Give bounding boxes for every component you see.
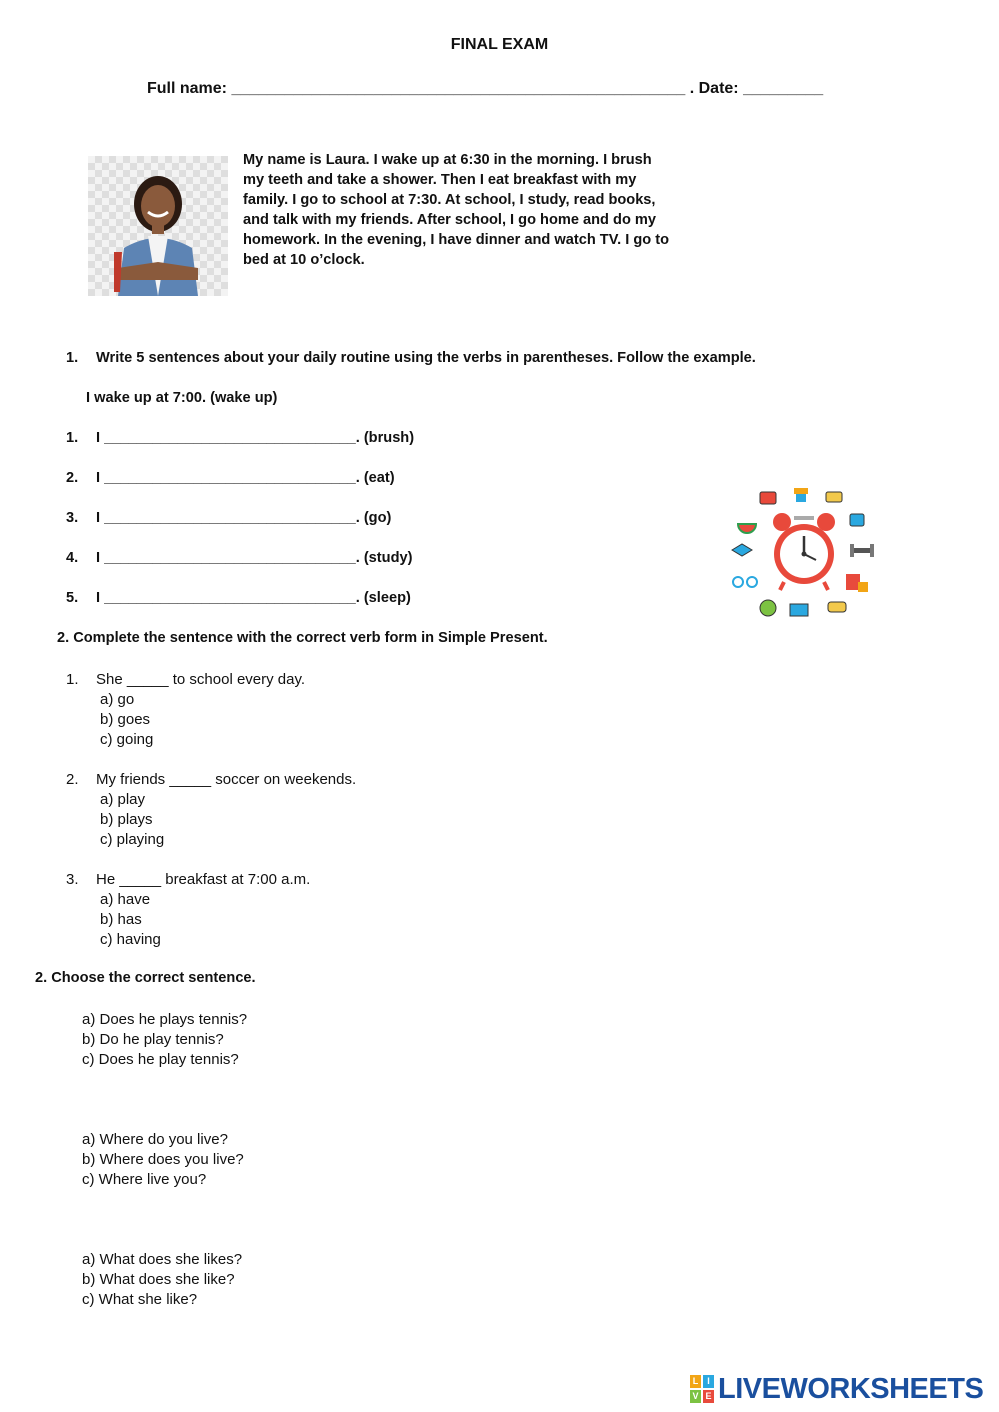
option-a[interactable]: a) go [100,691,135,708]
routine-blank-eat[interactable]: I _______________________________. (eat) [96,470,395,486]
option-a[interactable]: a) play [100,791,146,808]
routine-blank-study[interactable]: I _______________________________. (study) [96,550,413,566]
alarm-clock-icon [728,478,878,628]
routine-item[interactable] [66,510,391,526]
routine-item[interactable] [66,430,414,446]
choice-option[interactable]: c) Where live you? [82,1171,207,1188]
question-text: She _____ to school every day. [96,671,306,688]
choice-group [82,1010,247,1070]
reading-line: my teeth and take a shower. Then I eat breakfast with my [243,172,637,188]
reading-passage [243,150,693,270]
question-number: 3. [66,871,79,888]
routine-blank-sleep[interactable]: I _______________________________. (sleep) [96,590,411,606]
option-c[interactable]: c) going [100,731,154,748]
logo-block: L [690,1375,701,1388]
choice-option[interactable]: a) Does he plays tennis? [82,1011,248,1028]
section2-title: 2. Complete the sentence with the correct verb form in Simple Present. [57,630,548,646]
option-b[interactable]: b) plays [100,811,153,828]
choice-group [82,1130,244,1190]
mc-question [66,870,310,950]
student-photo [88,156,228,296]
choice-option[interactable]: c) What she like? [82,1291,198,1308]
logo-blocks-icon [690,1375,714,1403]
student-illustration [88,156,228,296]
option-b[interactable]: b) has [100,911,142,928]
section1-instruction [66,350,756,366]
section1-instruction-text: Write 5 sentences about your daily routine using the verbs in parentheses. Follow the example. [96,350,756,366]
reading-line: bed at 10 o’clock. [243,252,365,268]
option-c[interactable]: c) playing [100,831,165,848]
daily-routine-clock-illustration [728,478,878,628]
liveworksheets-logo [690,1374,983,1404]
choice-option[interactable]: c) Does he play tennis? [82,1051,239,1068]
choice-option[interactable]: b) Where does you live? [82,1151,244,1168]
question-number: 1. [66,671,79,688]
section1-example: I wake up at 7:00. (wake up) [86,390,278,406]
routine-blank-go[interactable]: I _______________________________. (go) [96,510,392,526]
reading-line: and talk with my friends. After school, I go home and do my [243,212,657,228]
choice-group [82,1250,242,1310]
reading-line: homework. In the evening, I have dinner and watch TV. I go to [243,232,669,248]
routine-item[interactable] [66,470,395,486]
item-number: 2. [66,470,79,486]
routine-blank-brush[interactable]: I _______________________________. (brush) [96,430,415,446]
routine-item[interactable] [66,550,412,566]
mc-question [66,670,305,750]
routine-item[interactable] [66,590,411,606]
option-b[interactable]: b) goes [100,711,151,728]
logo-block: E [703,1390,714,1403]
choice-option[interactable]: b) Do he play tennis? [82,1031,224,1048]
logo-block: V [690,1390,701,1403]
clock-body [773,513,835,590]
item-number: 1. [66,430,79,446]
question-text: He _____ breakfast at 7:00 a.m. [96,871,311,888]
choice-option[interactable]: a) Where do you live? [82,1131,228,1148]
option-a[interactable]: a) have [100,891,151,908]
section1-number: 1. [66,350,79,366]
item-number: 5. [66,590,79,606]
page-title: FINAL EXAM [450,36,549,53]
reading-line: family. I go to school at 7:30. At school, I study, read books, [243,192,656,208]
item-number: 3. [66,510,79,526]
logo-block: I [703,1375,714,1388]
choice-option[interactable]: a) What does she likes? [82,1251,243,1268]
option-c[interactable]: c) having [100,931,161,948]
choice-option[interactable]: b) What does she like? [82,1271,235,1288]
question-text: My friends _____ soccer on weekends. [96,771,357,788]
name-date-line[interactable]: Full name: ___________________________________________________ . Date: _________ [147,80,824,97]
logo-text: LIVEWORKSHEETS [718,1372,984,1405]
section3-title: 2. Choose the correct sentence. [35,970,256,986]
item-number: 4. [66,550,79,566]
reading-line: My name is Laura. I wake up at 6:30 in the morning. I brush [243,152,652,168]
question-number: 2. [66,771,79,788]
mc-question [66,770,356,850]
